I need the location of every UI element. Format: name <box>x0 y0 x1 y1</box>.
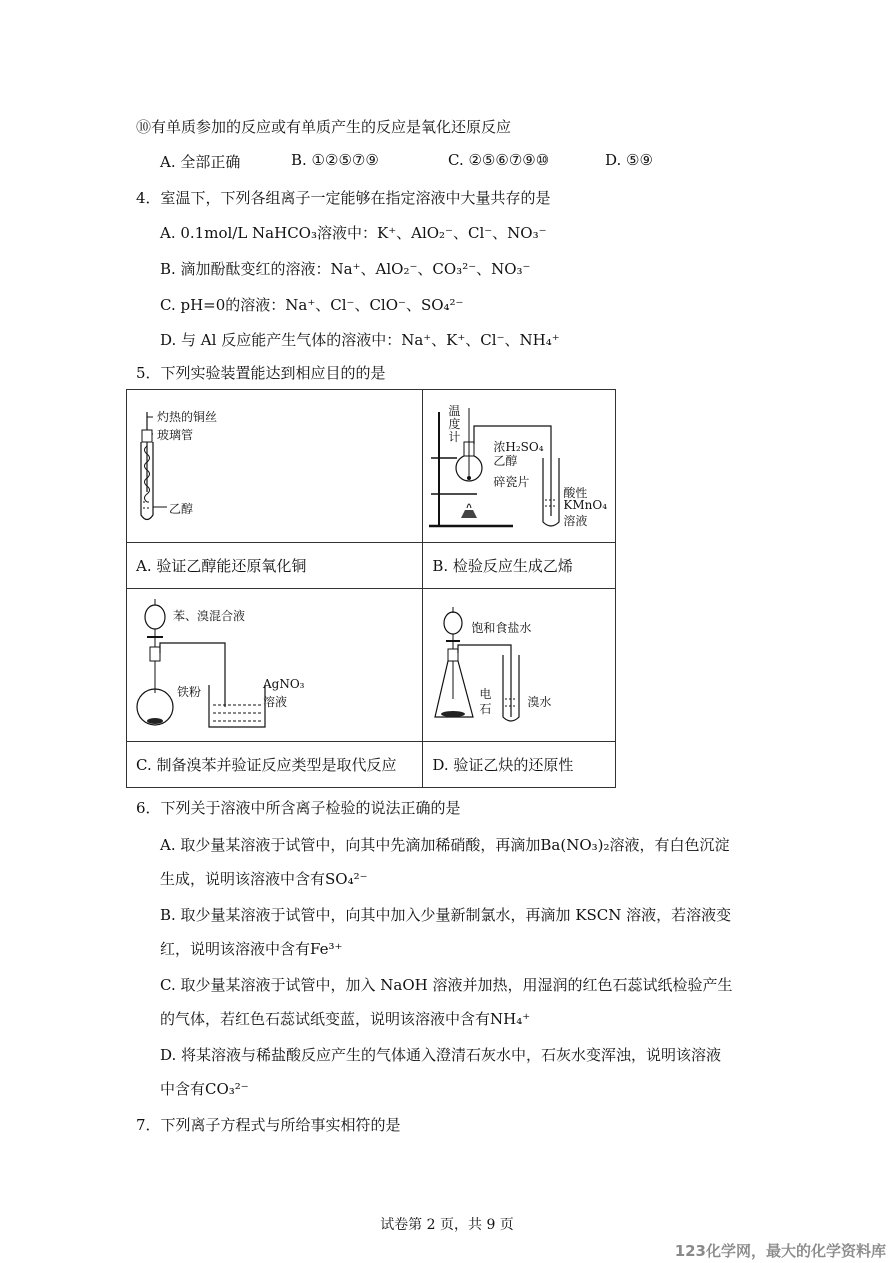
caption-d: D. 验证乙炔的还原性 <box>423 742 616 788</box>
q3-item-10: ⑩有单质参加的反应或有单质产生的反应是氧化还原反应 <box>136 118 512 136</box>
q6-option-b-line2: 红，说明该溶液中含有Fe³⁺ <box>160 940 343 958</box>
watermark: 123化学网，最大的化学资料库 <box>674 1242 886 1260</box>
option-d: D. ⑤⑨ <box>605 151 653 169</box>
q4-stem: 4．室温下，下列各组离子一定能够在指定溶液中大量共存的是 <box>136 189 551 207</box>
label-benzene-bromine: 苯、溴混合液 <box>173 609 246 623</box>
label-calcium-carbide-2: 石 <box>479 702 492 716</box>
q6-option-d-line2: 中含有CO₃²⁻ <box>160 1080 249 1098</box>
experiment-table <box>126 389 616 788</box>
label-porcelain: 碎瓷片 <box>493 475 530 489</box>
label-hot-copper-wire: 灼热的铜丝 <box>157 410 218 424</box>
label-iron-powder: 铁粉 <box>177 685 202 699</box>
label-saturated-brine: 饱和食盐水 <box>471 621 532 635</box>
q6-option-a-line2: 生成，说明该溶液中含有SO₄²⁻ <box>160 870 368 888</box>
label-ethanol: 乙醇 <box>493 454 518 468</box>
label-conc-h2so4: 浓H₂SO₄ <box>493 440 544 454</box>
label-solution: 溶液 <box>563 514 588 528</box>
label-thermometer-2: 度 <box>448 417 461 431</box>
q6-option-b-line1: B. 取少量某溶液于试管中，向其中加入少量新制氯水，再滴加 KSCN 溶液，若溶液变 <box>160 906 732 924</box>
option-b: B. ①②⑤⑦⑨ <box>291 151 379 169</box>
caption-b: B. 检验反应生成乙烯 <box>423 543 616 589</box>
q6-stem: 6．下列关于溶液中所含离子检验的说法正确的是 <box>136 799 461 817</box>
q7-stem: 7．下列离子方程式与所给事实相符的是 <box>136 1116 401 1134</box>
q4-option-c: C. pH=0的溶液：Na⁺、Cl⁻、ClO⁻、SO₄²⁻ <box>160 296 464 314</box>
q6-option-a-line1: A. 取少量某溶液于试管中，向其中先滴加稀硝酸，再滴加Ba(NO₃)₂溶液，有白色沉淀 <box>160 836 730 854</box>
q6-option-d-line1: D. 将某溶液与稀盐酸反应产生的气体通入澄清石灰水中，石灰水变浑浊，说明该溶液 <box>160 1046 722 1064</box>
label-acidic: 酸性 <box>563 486 588 500</box>
label-thermometer-1: 温 <box>448 404 461 418</box>
label-ethanol: 乙醇 <box>169 502 194 516</box>
q5-stem: 5．下列实验装置能达到相应目的的是 <box>136 364 386 382</box>
label-bromine-water: 溴水 <box>527 695 552 709</box>
page-footer: 试卷第 2 页，共 9 页 <box>380 1217 514 1233</box>
label-kmno4: KMnO₄ <box>563 498 608 512</box>
option-a: A. 全部正确 <box>160 153 241 171</box>
caption-a: A. 验证乙醇能还原氧化铜 <box>127 543 423 589</box>
apparatus-d-drawing <box>423 589 615 741</box>
label-glass-tube: 玻璃管 <box>157 428 194 442</box>
label-agno3-solution: 溶液 <box>263 695 288 709</box>
option-c: C. ②⑤⑥⑦⑨⑩ <box>448 151 550 169</box>
caption-c: C. 制备溴苯并验证反应类型是取代反应 <box>127 742 423 788</box>
label-calcium-carbide-1: 电 <box>479 687 492 701</box>
apparatus-d <box>423 589 616 742</box>
apparatus-a <box>127 390 423 543</box>
q6-option-c-line2: 的气体，若红色石蕊试纸变蓝，说明该溶液中含有NH₄⁺ <box>160 1010 531 1028</box>
label-thermometer-3: 计 <box>448 430 461 444</box>
q4-option-d: D. 与 Al 反应能产生气体的溶液中：Na⁺、K⁺、Cl⁻、NH₄⁺ <box>160 331 560 349</box>
q4-option-b: B. 滴加酚酞变红的溶液：Na⁺、AlO₂⁻、CO₃²⁻、NO₃⁻ <box>160 260 531 278</box>
apparatus-c-drawing <box>127 589 423 741</box>
q6-option-c-line1: C. 取少量某溶液于试管中，加入 NaOH 溶液并加热，用湿润的红色石蕊试纸检验产生 <box>160 976 733 994</box>
apparatus-c <box>127 589 423 742</box>
label-agno3: AgNO₃ <box>263 677 305 691</box>
apparatus-b <box>423 390 616 543</box>
q4-option-a: A. 0.1mol/L NaHCO₃溶液中：K⁺、AlO₂⁻、Cl⁻、NO₃⁻ <box>160 224 547 242</box>
